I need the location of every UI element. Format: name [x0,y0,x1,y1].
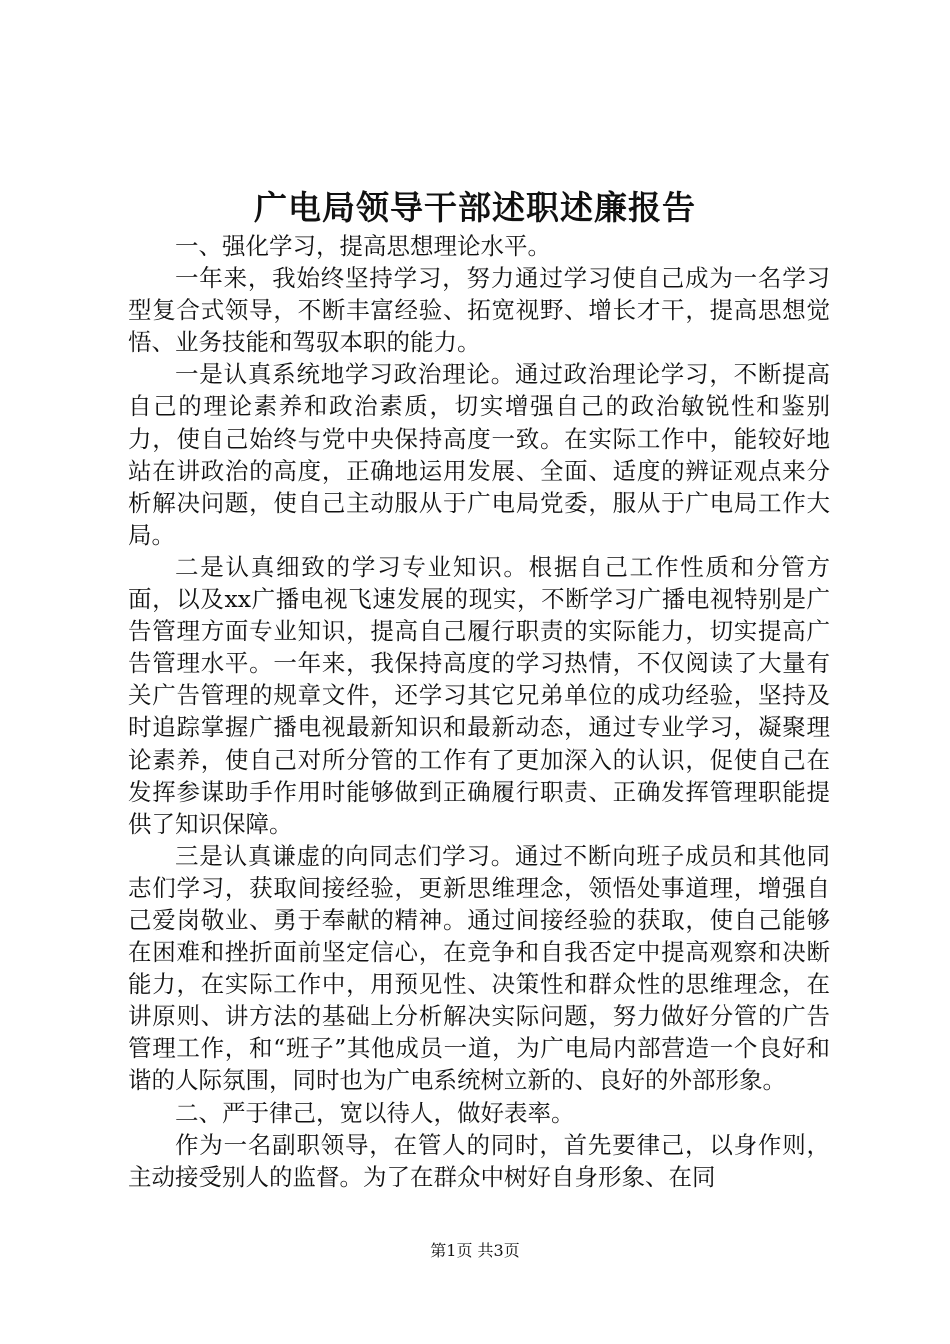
paragraph-learn-from-colleagues: 三是认真谦虚的向同志们学习。通过不断向班子成员和其他同志们学习，获取间接经验，更新思维理念，领悟处事道理，增强自己爱岗敬业、勇于奉献的精神。通过间接经验的获取，使自己能够在困难和挫折面前坚定信心，在竞争和自我否定中提高观察和决断能力，在实际工作中，用预见性、决策性和群众性的思维理念，在讲原则、讲方法的基础上分析解决实际问题，努力做好分管的广告管理工作，和“班子”其他成员一道，为广电局内部营造一个良好和谐的人际氛围，同时也为广电系统树立新的、良好的外部形象。 [128,841,830,1095]
document-title: 广电局领导干部述职述廉报告 [254,188,696,227]
paragraph-intro: 一年来，我始终坚持学习，努力通过学习使自己成为一名学习型复合式领导，不断丰富经验、拓宽视野、增长才干，提高思想觉悟、业务技能和驾驭本职的能力。 [128,264,830,357]
heading-section-2: 二、严于律己，宽以待人，做好表率。 [175,1098,575,1127]
document-body [128,230,830,1193]
paragraph-self-discipline: 作为一名副职领导，在管人的同时，首先要律己，以身作则，主动接受别人的监督。为了在群众中树好自身形象、在同 [128,1130,830,1191]
paragraph-professional-knowledge: 二是认真细致的学习专业知识。根据自己工作性质和分管方面，以及xx广播电视飞速发展的现实，不断学习广播电视特别是广告管理方面专业知识，提高自己履行职责的实际能力，切实提高广告管理水平。一年来，我保持高度的学习热情，不仅阅读了大量有关广告管理的规章文件，还学习其它兄弟单位的成功经验，坚持及时追踪掌握广播电视最新知识和最新动态，通过专业学习，凝聚理论素养，使自己对所分管的工作有了更加深入的认识，促使自己在发挥参谋助手作用时能够做到正确履行职责、正确发挥管理职能提供了知识保障。 [128,552,830,838]
paragraph-political-theory: 一是认真系统地学习政治理论。通过政治理论学习，不断提高自己的理论素养和政治素质，切实增强自己的政治敏锐性和鉴别力，使自己始终与党中央保持高度一致。在实际工作中，能较好地站在讲政治的高度，正确地运用发展、全面、适度的辨证观点来分析解决问题，使自己主动服从于广电局党委，服从于广电局工作大局。 [128,360,830,549]
page-number-footer: 第1页 共3页 [430,1241,520,1260]
heading-section-1: 一、强化学习，提高思想理论水平。 [175,232,551,260]
